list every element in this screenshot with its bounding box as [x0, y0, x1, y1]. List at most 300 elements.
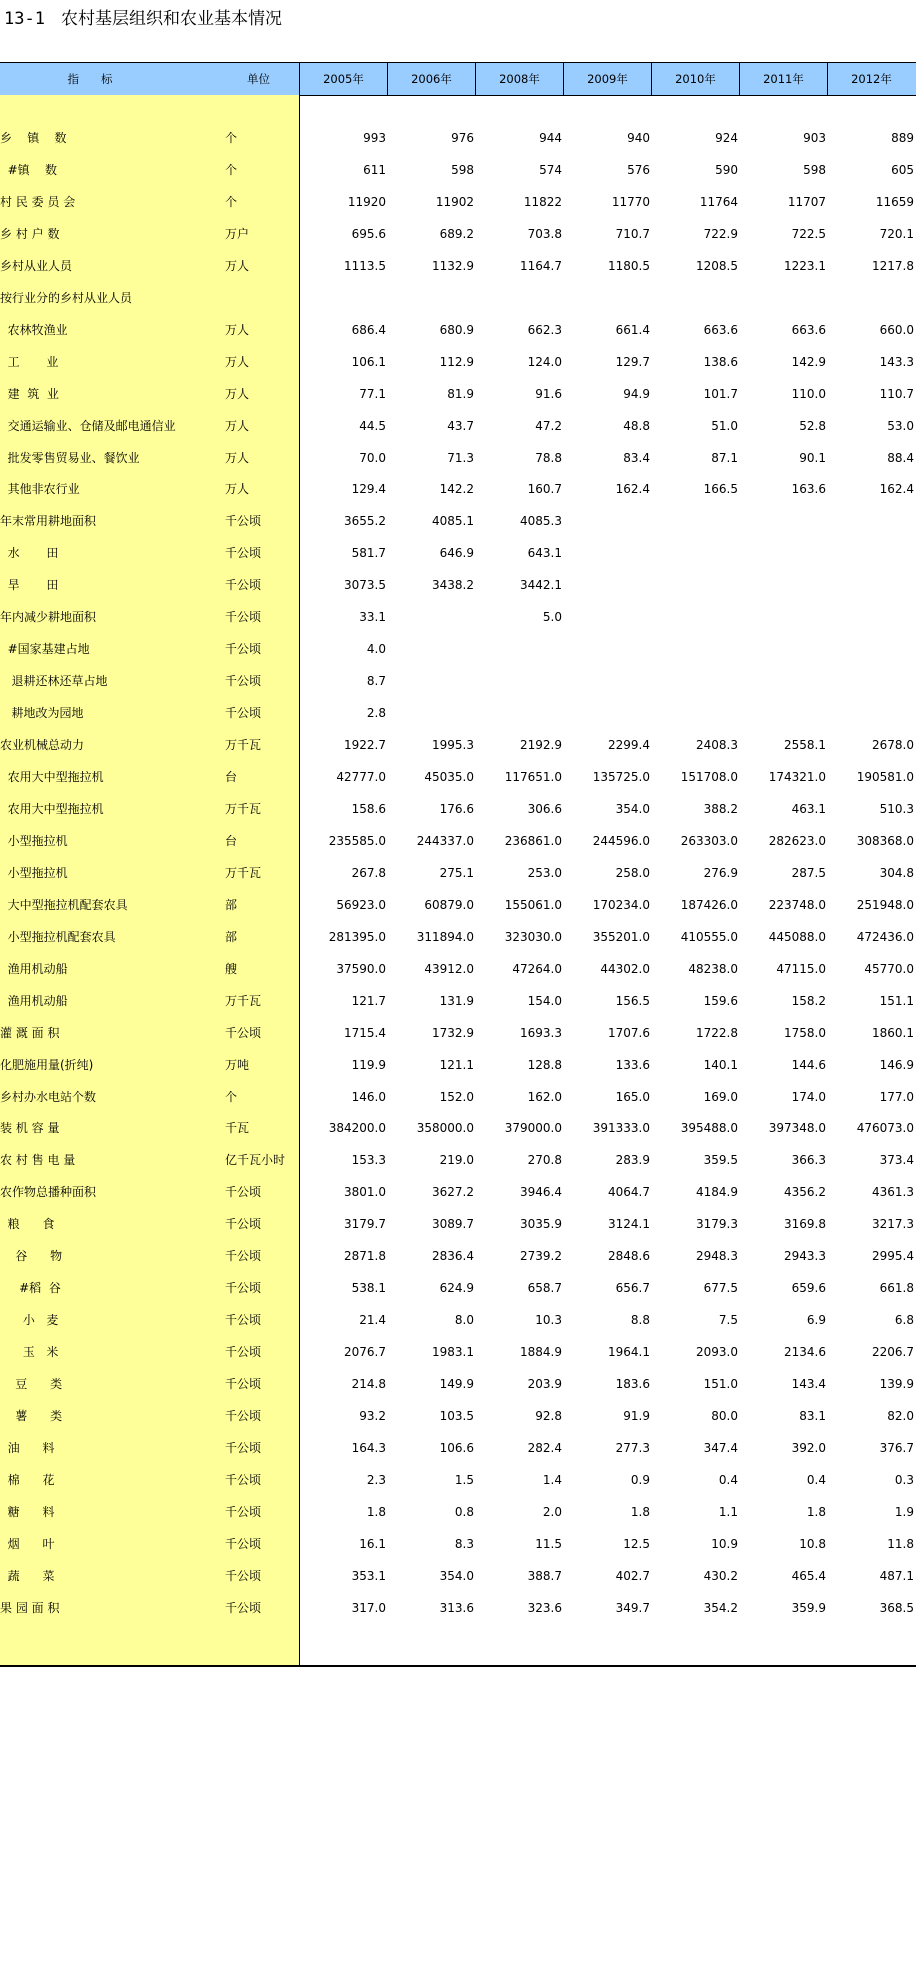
- value-cell: 388.7: [527, 1568, 562, 1583]
- unit-cell: 千公顷: [225, 514, 262, 529]
- value-cell: 129.4: [351, 482, 386, 497]
- table-row: [0, 697, 916, 729]
- unit-cell: 千公顷: [225, 1281, 262, 1296]
- table-row: [0, 346, 916, 378]
- value-cell: 131.9: [439, 993, 474, 1008]
- value-cell: 282623.0: [768, 833, 826, 848]
- value-cell: 1223.1: [784, 258, 826, 273]
- indicator-name: 乡村从业人员: [0, 258, 73, 273]
- unit-cell: 万千瓦: [225, 865, 262, 880]
- value-cell: 1964.1: [608, 1345, 650, 1360]
- value-cell: 11659: [875, 194, 914, 209]
- table-row: [0, 1017, 916, 1049]
- value-cell: 1707.6: [608, 1025, 650, 1040]
- unit-cell: 千公顷: [225, 1472, 262, 1487]
- value-cell: 722.5: [791, 226, 826, 241]
- table-row: [0, 793, 916, 825]
- value-cell: 4.0: [366, 642, 386, 657]
- value-cell: 686.4: [351, 322, 386, 337]
- value-cell: 2678.0: [872, 738, 914, 753]
- value-cell: 190581.0: [856, 770, 914, 784]
- value-cell: 11770: [611, 194, 650, 209]
- indicator-name: 小 麦: [0, 1313, 59, 1328]
- header-year: 2006年: [411, 72, 452, 86]
- unit-cell: 千公顷: [225, 1345, 262, 1360]
- value-cell: 1922.7: [344, 738, 386, 753]
- unit-cell: 万人: [225, 386, 250, 401]
- value-cell: 162.4: [615, 482, 650, 497]
- value-cell: 3179.3: [696, 1217, 738, 1232]
- value-cell: 903: [803, 131, 826, 145]
- value-cell: 2.3: [366, 1472, 386, 1487]
- value-cell: 203.9: [527, 1377, 562, 1392]
- value-cell: 3627.2: [432, 1185, 474, 1200]
- value-cell: 317.0: [351, 1600, 386, 1615]
- value-cell: 3801.0: [344, 1185, 386, 1200]
- indicator-name: 按行业分的乡村从业人员: [0, 290, 133, 305]
- value-cell: 143.3: [879, 354, 914, 369]
- value-cell: 2836.4: [432, 1249, 474, 1264]
- value-cell: 720.1: [879, 226, 914, 241]
- table-row: [0, 378, 916, 410]
- table-row: [0, 1336, 916, 1368]
- table-row: [0, 1240, 916, 1272]
- value-cell: 349.7: [615, 1600, 650, 1615]
- value-cell: 1.9: [894, 1504, 914, 1519]
- value-cell: 0.3: [894, 1472, 914, 1487]
- value-cell: 2948.3: [696, 1249, 738, 1264]
- value-cell: 87.1: [711, 450, 738, 465]
- table-row: [0, 601, 916, 633]
- value-cell: 581.7: [351, 546, 386, 561]
- value-cell: 83.1: [799, 1409, 826, 1423]
- indicator-name: #国家基建占地: [0, 642, 90, 657]
- value-cell: 373.4: [879, 1153, 914, 1168]
- value-cell: 163.6: [791, 482, 826, 497]
- indicator-name: 农用大中型拖拉机: [0, 770, 104, 784]
- value-cell: 135725.0: [592, 770, 650, 784]
- value-cell: 112.9: [439, 354, 474, 369]
- table-row: [0, 921, 916, 953]
- value-cell: 353.1: [351, 1568, 386, 1583]
- value-cell: 722.9: [703, 226, 738, 241]
- value-cell: 656.7: [615, 1281, 650, 1296]
- value-cell: 2134.6: [784, 1345, 826, 1360]
- value-cell: 103.5: [439, 1409, 474, 1423]
- table-bottom-border: [0, 1665, 916, 1667]
- value-cell: 7.5: [718, 1313, 738, 1328]
- value-cell: 465.4: [791, 1568, 826, 1583]
- value-cell: 611: [363, 162, 386, 177]
- table-header: [0, 62, 916, 96]
- value-cell: 258.0: [615, 865, 650, 880]
- value-cell: 304.8: [879, 865, 914, 880]
- value-cell: 275.1: [439, 865, 474, 880]
- indicator-name: 旱 田: [0, 578, 59, 593]
- value-cell: 1180.5: [608, 258, 650, 273]
- value-cell: 662.3: [527, 322, 562, 337]
- value-cell: 1.5: [454, 1472, 474, 1487]
- indicator-name: 工 业: [0, 354, 59, 369]
- value-cell: 646.9: [439, 546, 474, 561]
- value-cell: 78.8: [535, 450, 562, 465]
- value-cell: 270.8: [527, 1153, 562, 1168]
- indicator-name: 水 田: [0, 546, 59, 561]
- value-cell: 11707: [787, 194, 826, 209]
- indicator-name: 其他非农行业: [0, 482, 80, 497]
- unit-cell: 千公顷: [225, 1409, 262, 1423]
- value-cell: 267.8: [351, 865, 386, 880]
- indicator-name: 灌 溉 面 积: [0, 1025, 60, 1040]
- unit-cell: 万千瓦: [225, 738, 262, 753]
- indicator-name: 交通运输业、仓储及邮电通信业: [0, 418, 176, 433]
- value-cell: 663.6: [791, 322, 826, 337]
- value-cell: 658.7: [527, 1281, 562, 1296]
- table-row: [0, 729, 916, 761]
- value-cell: 993: [363, 131, 386, 145]
- indicator-name: 糖 料: [0, 1504, 55, 1519]
- indicator-name: 玉 米: [0, 1345, 59, 1360]
- value-cell: 44302.0: [600, 961, 650, 976]
- value-cell: 81.9: [447, 386, 474, 401]
- value-cell: 3438.2: [432, 578, 474, 593]
- value-cell: 165.0: [615, 1089, 650, 1104]
- value-cell: 10.3: [535, 1313, 562, 1328]
- value-cell: 158.6: [351, 801, 386, 816]
- value-cell: 1983.1: [432, 1345, 474, 1360]
- unit-cell: 万人: [225, 354, 250, 369]
- value-cell: 5.0: [542, 610, 562, 625]
- value-cell: 110.0: [791, 386, 826, 401]
- indicator-name: 耕地改为园地: [0, 706, 84, 721]
- table-row: [0, 282, 916, 314]
- unit-cell: 千公顷: [225, 1377, 262, 1392]
- value-cell: 677.5: [703, 1281, 738, 1296]
- value-cell: 1715.4: [344, 1025, 386, 1040]
- unit-cell: 万人: [225, 418, 250, 433]
- value-cell: 71.3: [447, 450, 474, 465]
- table-row: [0, 1496, 916, 1528]
- value-cell: 94.9: [623, 386, 650, 401]
- value-cell: 6.9: [806, 1313, 826, 1328]
- value-cell: 143.4: [791, 1377, 826, 1392]
- value-cell: 42777.0: [336, 770, 386, 784]
- value-cell: 251948.0: [856, 897, 914, 912]
- value-cell: 3124.1: [608, 1217, 650, 1232]
- table-row: [0, 665, 916, 697]
- value-cell: 1.8: [630, 1504, 650, 1519]
- header-year: 2008年: [499, 72, 540, 86]
- value-cell: 33.1: [359, 610, 386, 625]
- unit-cell: 千公顷: [225, 1504, 262, 1519]
- value-cell: 43912.0: [424, 961, 474, 976]
- value-cell: 703.8: [527, 226, 562, 241]
- value-cell: 47264.0: [512, 961, 562, 976]
- value-cell: 590: [715, 162, 738, 177]
- value-cell: 101.7: [703, 386, 738, 401]
- value-cell: 277.3: [615, 1440, 650, 1455]
- value-cell: 183.6: [615, 1377, 650, 1392]
- value-cell: 83.4: [623, 450, 650, 465]
- table-row: [0, 537, 916, 569]
- unit-cell: 个: [225, 162, 238, 177]
- value-cell: 1860.1: [872, 1025, 914, 1040]
- value-cell: 8.3: [454, 1536, 474, 1551]
- table-row: [0, 1368, 916, 1400]
- value-cell: 154.0: [527, 993, 562, 1008]
- unit-cell: 台: [225, 770, 238, 784]
- unit-cell: 千公顷: [225, 1600, 262, 1615]
- value-cell: 119.9: [351, 1057, 386, 1072]
- table-row: [0, 442, 916, 474]
- value-cell: 10.9: [711, 1536, 738, 1551]
- indicator-name: #镇 数: [0, 162, 57, 177]
- value-cell: 12.5: [623, 1536, 650, 1551]
- value-cell: 2206.7: [872, 1345, 914, 1360]
- indicator-name: 渔用机动船: [0, 993, 68, 1008]
- table-row: [0, 1400, 916, 1432]
- indicator-name: 薯 类: [0, 1409, 63, 1423]
- indicator-name: 小型拖拉机: [0, 833, 68, 848]
- unit-cell: 万人: [225, 258, 250, 273]
- value-cell: 11822: [523, 194, 562, 209]
- table-row: [0, 218, 916, 250]
- value-cell: 133.6: [615, 1057, 650, 1072]
- value-cell: 117651.0: [504, 770, 562, 784]
- value-cell: 70.0: [359, 450, 386, 465]
- header-year: 2012年: [851, 72, 892, 86]
- value-cell: 538.1: [351, 1281, 386, 1296]
- table-row: [0, 1208, 916, 1240]
- table-row: [0, 410, 916, 442]
- indicator-name: 乡 镇 数: [0, 131, 67, 145]
- indicator-name: 谷 物: [0, 1249, 63, 1264]
- table-title: 农村基层组织和农业基本情况: [60, 9, 282, 29]
- value-cell: 1217.8: [872, 258, 914, 273]
- unit-cell: 万吨: [225, 1057, 250, 1072]
- value-cell: 598: [803, 162, 826, 177]
- table-row: [0, 1464, 916, 1496]
- value-cell: 4361.3: [872, 1185, 914, 1200]
- value-cell: 624.9: [439, 1281, 474, 1296]
- value-cell: 663.6: [703, 322, 738, 337]
- value-cell: 43.7: [447, 418, 474, 433]
- header-year: 2010年: [675, 72, 716, 86]
- indicator-name: 棉 花: [0, 1472, 55, 1487]
- header-unit: 单位: [247, 72, 270, 86]
- value-cell: 52.8: [799, 418, 826, 433]
- unit-cell: 千公顷: [225, 1440, 262, 1455]
- value-cell: 2558.1: [784, 738, 826, 753]
- indicator-name: 乡村办水电站个数: [0, 1089, 97, 1104]
- value-cell: 106.1: [351, 354, 386, 369]
- value-cell: 146.0: [351, 1089, 386, 1104]
- indicator-name: 批发零售贸易业、餐饮业: [0, 450, 140, 465]
- value-cell: 77.1: [359, 386, 386, 401]
- unit-cell: 千公顷: [225, 674, 262, 689]
- value-cell: 162.0: [527, 1089, 562, 1104]
- value-cell: 2943.3: [784, 1249, 826, 1264]
- value-cell: 91.6: [535, 386, 562, 401]
- value-cell: 244337.0: [416, 833, 474, 848]
- unit-cell: 千公顷: [225, 1313, 262, 1328]
- value-cell: 51.0: [711, 418, 738, 433]
- value-cell: 476073.0: [856, 1121, 914, 1136]
- value-cell: 402.7: [615, 1568, 650, 1583]
- value-cell: 445088.0: [768, 929, 826, 944]
- value-cell: 155061.0: [504, 897, 562, 912]
- value-cell: 110.7: [879, 386, 914, 401]
- value-cell: 2192.9: [520, 738, 562, 753]
- value-cell: 1.4: [542, 1472, 562, 1487]
- value-cell: 376.7: [879, 1440, 914, 1455]
- table-row: [0, 186, 916, 218]
- value-cell: 395488.0: [680, 1121, 738, 1136]
- value-cell: 1.8: [366, 1504, 386, 1519]
- value-cell: 170234.0: [592, 897, 650, 912]
- value-cell: 924: [715, 131, 738, 145]
- value-cell: 91.9: [623, 1409, 650, 1423]
- value-cell: 643.1: [527, 546, 562, 561]
- value-cell: 410555.0: [680, 929, 738, 944]
- value-cell: 53.0: [887, 418, 914, 433]
- table-number: 13-1: [4, 9, 45, 29]
- value-cell: 149.9: [439, 1377, 474, 1392]
- indicator-name: 乡 村 户 数: [0, 226, 60, 241]
- indicator-name: 果 园 面 积: [0, 1600, 60, 1615]
- indicator-name: 豆 类: [0, 1377, 63, 1392]
- value-cell: 164.3: [351, 1440, 386, 1455]
- value-cell: 144.6: [791, 1057, 826, 1072]
- indicator-name: 油 料: [0, 1440, 55, 1455]
- value-cell: 169.0: [703, 1089, 738, 1104]
- value-cell: 397348.0: [768, 1121, 826, 1136]
- unit-cell: 千公顷: [225, 1568, 262, 1583]
- value-cell: 661.8: [879, 1281, 914, 1296]
- value-cell: 3217.3: [872, 1217, 914, 1232]
- value-cell: 283.9: [615, 1153, 650, 1168]
- value-cell: 219.0: [439, 1153, 474, 1168]
- indicator-name: 蔬 菜: [0, 1568, 55, 1583]
- value-cell: 82.0: [887, 1409, 914, 1423]
- value-cell: 47115.0: [776, 961, 826, 976]
- value-cell: 174.0: [791, 1089, 826, 1104]
- value-cell: 45770.0: [864, 961, 914, 976]
- indicator-name: 烟 叶: [0, 1536, 55, 1551]
- value-cell: 0.4: [718, 1472, 738, 1487]
- value-cell: 166.5: [703, 482, 738, 497]
- value-cell: 151708.0: [680, 770, 738, 784]
- value-cell: 44.5: [359, 418, 386, 433]
- value-cell: 281395.0: [328, 929, 386, 944]
- value-cell: 156.5: [615, 993, 650, 1008]
- header-year: 2011年: [763, 72, 804, 86]
- value-cell: 1995.3: [432, 738, 474, 753]
- value-cell: 2299.4: [608, 738, 650, 753]
- header-year: 2005年: [323, 72, 364, 86]
- indicator-name: 农业机械总动力: [0, 738, 85, 753]
- value-cell: 153.3: [351, 1153, 386, 1168]
- table-row: [0, 1176, 916, 1208]
- unit-cell: 万人: [225, 322, 250, 337]
- value-cell: 80.0: [711, 1409, 738, 1423]
- unit-cell: 千公顷: [225, 642, 262, 657]
- value-cell: 236861.0: [504, 833, 562, 848]
- value-cell: 223748.0: [768, 897, 826, 912]
- value-cell: 56923.0: [336, 897, 386, 912]
- value-cell: 235585.0: [328, 833, 386, 848]
- value-cell: 4184.9: [696, 1185, 738, 1200]
- indicator-name: 粮 食: [0, 1217, 55, 1232]
- page-title: [4, 4, 282, 29]
- indicator-name: 大中型拖拉机配套农具: [0, 897, 128, 912]
- indicator-name: 农林牧渔业: [0, 322, 68, 337]
- value-cell: 0.4: [806, 1472, 826, 1487]
- value-cell: 47.2: [535, 418, 562, 433]
- value-cell: 347.4: [703, 1440, 738, 1455]
- value-cell: 263303.0: [680, 833, 738, 848]
- value-cell: 106.6: [439, 1440, 474, 1455]
- table-row: [0, 1081, 916, 1113]
- table-row: [0, 889, 916, 921]
- value-cell: 359.5: [703, 1153, 738, 1168]
- value-cell: 129.7: [615, 354, 650, 369]
- value-cell: 176.6: [439, 801, 474, 816]
- unit-cell: 亿千瓦小时: [225, 1153, 286, 1168]
- value-cell: 8.7: [366, 674, 386, 689]
- value-cell: 140.1: [703, 1057, 738, 1072]
- value-cell: 2871.8: [344, 1249, 386, 1264]
- value-cell: 510.3: [879, 801, 914, 816]
- value-cell: 151.1: [879, 993, 914, 1008]
- value-cell: 92.8: [535, 1409, 562, 1423]
- unit-cell: 万千瓦: [225, 801, 262, 816]
- indicator-name: 村 民 委 员 会: [0, 194, 76, 209]
- value-cell: 8.0: [454, 1313, 474, 1328]
- value-cell: 160.7: [527, 482, 562, 497]
- value-cell: 6.8: [894, 1313, 914, 1328]
- unit-cell: 万人: [225, 482, 250, 497]
- value-cell: 391333.0: [592, 1121, 650, 1136]
- value-cell: 1884.9: [520, 1345, 562, 1360]
- value-cell: 605: [891, 162, 914, 177]
- value-cell: 142.9: [791, 354, 826, 369]
- value-cell: 1722.8: [696, 1025, 738, 1040]
- value-cell: 680.9: [439, 322, 474, 337]
- table-row: [0, 314, 916, 346]
- value-cell: 214.8: [351, 1377, 386, 1392]
- value-cell: 48238.0: [688, 961, 738, 976]
- value-cell: 146.9: [879, 1057, 914, 1072]
- table-row: [0, 1049, 916, 1081]
- indicator-name: 农 村 售 电 量: [0, 1153, 76, 1168]
- value-cell: 2.8: [366, 706, 386, 721]
- value-cell: 124.0: [527, 354, 562, 369]
- indicator-name: 农用大中型拖拉机: [0, 801, 104, 816]
- value-cell: 4085.3: [520, 514, 562, 529]
- unit-cell: 个: [225, 1089, 238, 1104]
- value-cell: 4085.1: [432, 514, 474, 529]
- value-cell: 976: [451, 131, 474, 145]
- header-year: 2009年: [587, 72, 628, 86]
- value-cell: 4064.7: [608, 1185, 650, 1200]
- value-cell: 177.0: [879, 1089, 914, 1104]
- indicator-name: 渔用机动船: [0, 961, 68, 976]
- table-row: [0, 1112, 916, 1144]
- value-cell: 472436.0: [856, 929, 914, 944]
- value-cell: 1.1: [718, 1504, 738, 1519]
- value-cell: 313.6: [439, 1600, 474, 1615]
